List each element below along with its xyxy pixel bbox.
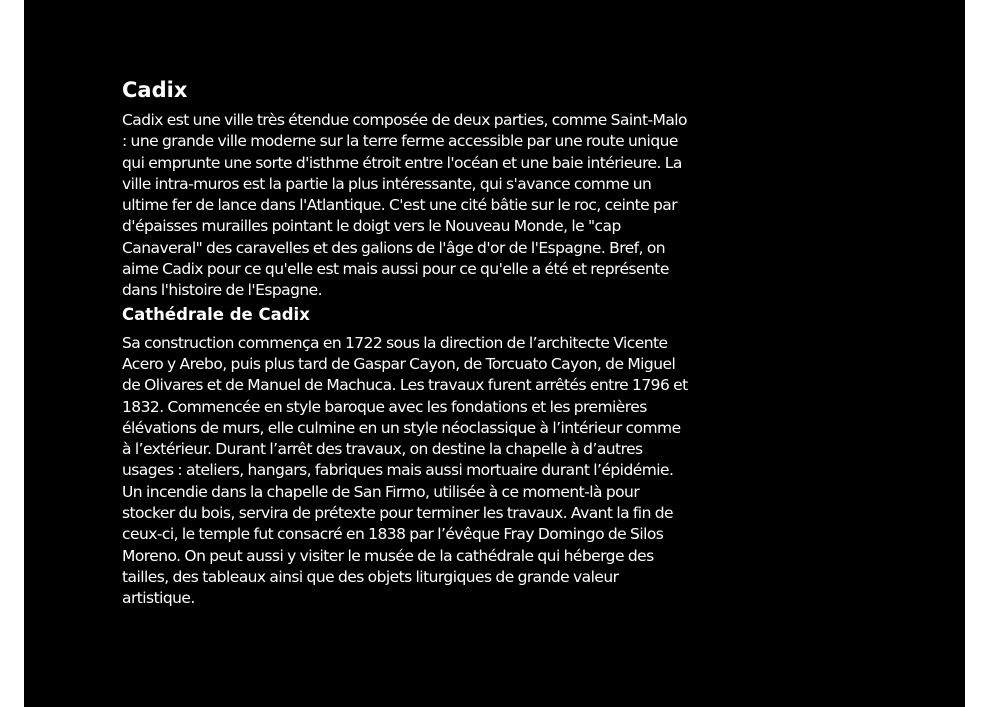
page-title: Cadix xyxy=(122,78,188,102)
section-title: Cathédrale de Cadix xyxy=(122,304,310,324)
page-content xyxy=(122,74,692,610)
section-paragraph: Sa construction commença en 1722 sous la direction de l’architecte Vicente Acero y Arebo, puis plus tard de Gaspar Cayon, de Torcuato Cayon, de Miguel de Olivares et de Manuel de Machuca. Les travaux furent arrêtés entre 1796 et 1832. Commencée en style baroque avec les fondations et les premières élévations de murs, elle culmine en un style néoclassique à l’intérieur comme à l’extérieur. Durant l’arrêt des travaux, on destine la chapelle à d’autres usages : ateliers, hangars, fabriques mais aussi mortuaire durant l’épidémie. Un incendie dans la chapelle de San Firmo, utilisée à ce moment-là pour stocker du bois, servira de prétexte pour terminer les travaux. Avant la fin de ceux-ci, le temple fut consacré en 1838 par l’évêque Fray Domingo de Silos Moreno. On peut aussi y visiter le musée de la cathédrale qui héberge des tailles, des tableaux ainsi que des objets liturgiques de grande valeur artistique. xyxy=(122,333,688,608)
intro-paragraph: Cadix est une ville très étendue composée de deux parties, comme Saint-Malo : une grande ville moderne sur la terre ferme accessible par une route unique qui emprunte une sorte d'isthme étroit entre l'océan et une baie intérieure. La ville intra-muros est la partie la plus intéressante, qui s'avance comme un ultime fer de lance dans l'Atlantique. C'est une cité bâtie sur le roc, ceinte par d'épaisses murailles pointant le doigt vers le Nouveau Monde, le "cap Canaveral" des caravelles et des galions de l'âge d'or de l'Espagne. Bref, on aime Cadix pour ce qu'elle est mais aussi pour ce qu'elle a été et représente dans l'histoire de l'Espagne. xyxy=(122,111,687,300)
document-page xyxy=(24,0,965,707)
